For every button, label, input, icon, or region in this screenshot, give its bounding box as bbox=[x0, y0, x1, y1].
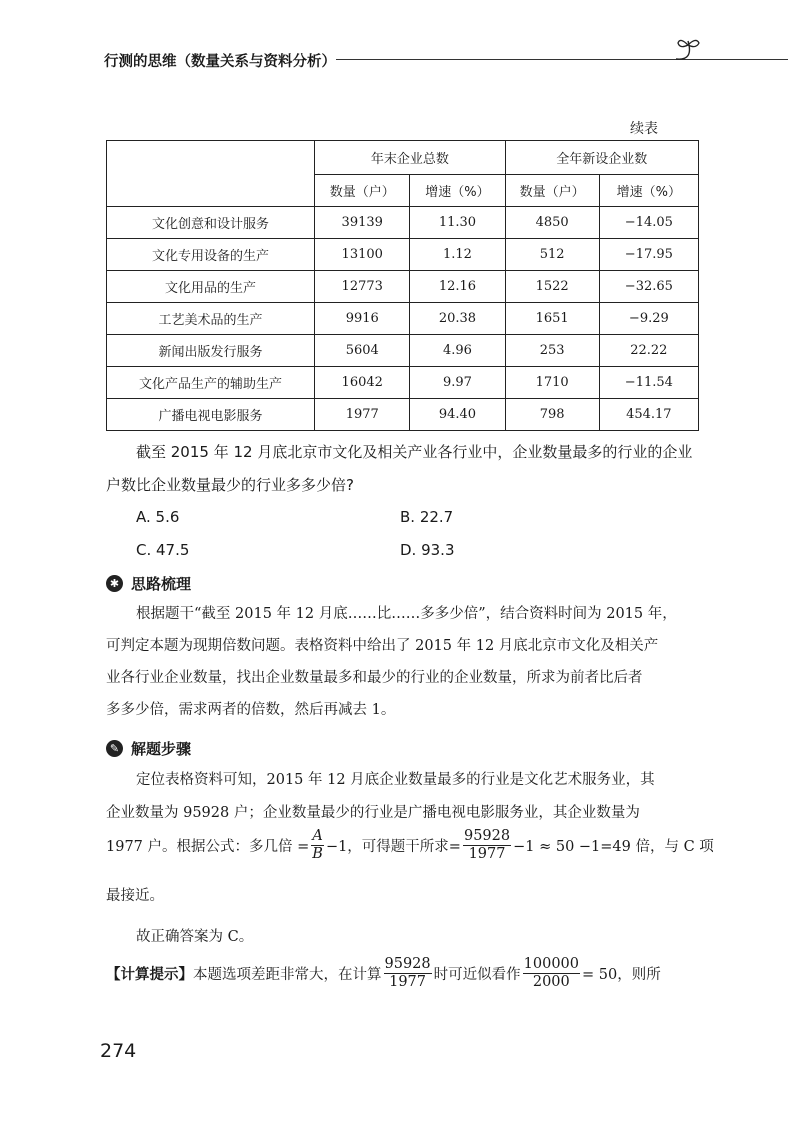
analysis-line: 业各行业企业数量，找出企业数量最多和最少的行业的企业数量，所求为前者比后者 bbox=[106, 670, 643, 686]
table-cell: 9.97 bbox=[410, 367, 505, 399]
table-cell: 253 bbox=[505, 335, 599, 367]
group-header-total: 年末企业总数 bbox=[315, 141, 505, 175]
table-cell: −11.54 bbox=[599, 367, 698, 399]
sprout-icon bbox=[672, 35, 702, 67]
fraction-numerator: 100000 bbox=[523, 956, 579, 972]
row-label: 新闻出版发行服务 bbox=[107, 335, 315, 367]
group-header-new: 全年新设企业数 bbox=[505, 141, 698, 175]
table-cell: 9916 bbox=[315, 303, 410, 335]
analysis-line: 可判定本题为现期倍数问题。表格资料中给出了 2015 年 12 月底北京市文化及相关产 bbox=[106, 638, 659, 654]
table-cell: −9.29 bbox=[599, 303, 698, 335]
formula-text: 1977 户。根据公式：多几倍 = bbox=[106, 838, 310, 855]
table-cell: 13100 bbox=[315, 239, 410, 271]
solution-paragraph bbox=[106, 768, 714, 945]
table-cell: −32.65 bbox=[599, 271, 698, 303]
table-row bbox=[107, 335, 699, 367]
table-row bbox=[107, 303, 699, 335]
row-label: 文化创意和设计服务 bbox=[107, 207, 315, 239]
analysis-line: 根据题干“截至 2015 年 12 月底……比……多多少倍”，结合资料时间为 2015 年， bbox=[136, 606, 677, 622]
solution-heading bbox=[106, 738, 191, 759]
table-cell: 22.22 bbox=[599, 335, 698, 367]
tip-text: = 50，则所 bbox=[582, 966, 661, 983]
tip-line bbox=[106, 956, 661, 990]
industry-data-table bbox=[106, 140, 699, 431]
calc-tip bbox=[106, 956, 702, 1006]
tip-fraction-1 bbox=[384, 956, 432, 990]
table-cell: 11.30 bbox=[410, 207, 505, 239]
table-cell: 1.12 bbox=[410, 239, 505, 271]
corner-cell bbox=[107, 141, 315, 207]
row-label: 文化用品的生产 bbox=[107, 271, 315, 303]
option-c: C. 47.5 bbox=[136, 541, 190, 559]
option-a: A. 5.6 bbox=[136, 508, 180, 526]
header-rule bbox=[336, 59, 788, 60]
column-header: 数量（户） bbox=[505, 175, 599, 207]
table-cell: −14.05 bbox=[599, 207, 698, 239]
table-row bbox=[107, 239, 699, 271]
table-row bbox=[107, 399, 699, 431]
table-cell: 1977 bbox=[315, 399, 410, 431]
analysis-line: 多多少倍，需求两者的倍数，然后再减去 1。 bbox=[106, 702, 396, 718]
table-cell: 4850 bbox=[505, 207, 599, 239]
column-header: 增速（%） bbox=[410, 175, 505, 207]
table-row bbox=[107, 271, 699, 303]
tip-text: 时可近似看作 bbox=[433, 966, 521, 983]
formula-text: −1，可得题干所求= bbox=[325, 838, 461, 855]
row-label: 广播电视电影服务 bbox=[107, 399, 315, 431]
column-header: 增速（%） bbox=[599, 175, 698, 207]
gear-icon: ✱ bbox=[106, 575, 123, 592]
fraction-denominator: 2000 bbox=[532, 973, 570, 990]
table-cell: 16042 bbox=[315, 367, 410, 399]
solution-title: 解题步骤 bbox=[131, 740, 192, 758]
tip-label: 【计算提示】 bbox=[106, 965, 193, 983]
solution-line: 定位表格资料可知，2015 年 12 月底企业数量最多的行业是文化艺术服务业，其 bbox=[136, 772, 655, 788]
fraction-denominator: B bbox=[312, 845, 323, 862]
option-d: D. 93.3 bbox=[400, 541, 455, 559]
analysis-heading bbox=[106, 573, 191, 594]
table-row bbox=[107, 207, 699, 239]
table-cell: −17.95 bbox=[599, 239, 698, 271]
fraction-95928-over-1977 bbox=[463, 828, 511, 862]
analysis-title: 思路梳理 bbox=[131, 575, 192, 593]
table-cell: 4.96 bbox=[410, 335, 505, 367]
row-label: 文化产品生产的辅助生产 bbox=[107, 367, 315, 399]
formula-text: −1 ≈ 50 −1=49 倍，与 C 项 bbox=[513, 838, 714, 855]
solution-line: 企业数量为 95928 户；企业数量最少的行业是广播电视电影服务业，其企业数量为 bbox=[106, 805, 640, 821]
table-cell: 512 bbox=[505, 239, 599, 271]
solution-formula-line bbox=[106, 828, 714, 862]
table-cell: 5604 bbox=[315, 335, 410, 367]
table-caption: 续表 bbox=[630, 121, 658, 137]
fraction-numerator: 95928 bbox=[463, 828, 511, 844]
table-cell: 454.17 bbox=[599, 399, 698, 431]
header-title: 行测的思维（数量关系与资料分析） bbox=[104, 54, 336, 70]
fraction-numerator: 95928 bbox=[384, 956, 431, 972]
fraction-denominator: 1977 bbox=[389, 973, 427, 990]
table-cell: 1651 bbox=[505, 303, 599, 335]
tip-text: 本题选项差距非常大，在计算 bbox=[193, 966, 382, 983]
answer-line: 故正确答案为 C。 bbox=[136, 929, 254, 945]
row-label: 工艺美术品的生产 bbox=[107, 303, 315, 335]
question-text: 截至 2015 年 12 月底北京市文化及相关产业各行业中，企业数量最多的行业的企业户数比企业数量最少的行业多多少倍? bbox=[106, 443, 693, 494]
pencil-icon: ✎ bbox=[106, 740, 123, 757]
column-header: 数量（户） bbox=[315, 175, 410, 207]
table-cell: 798 bbox=[505, 399, 599, 431]
table-row bbox=[107, 367, 699, 399]
table-cell: 12773 bbox=[315, 271, 410, 303]
table-cell: 12.16 bbox=[410, 271, 505, 303]
running-header bbox=[104, 48, 700, 72]
table-cell: 1522 bbox=[505, 271, 599, 303]
row-label: 文化专用设备的生产 bbox=[107, 239, 315, 271]
solution-line: 最接近。 bbox=[106, 888, 164, 904]
page-number: 274 bbox=[100, 1040, 137, 1062]
analysis-paragraph bbox=[106, 602, 702, 732]
fraction-a-over-b bbox=[311, 828, 324, 862]
table-cell: 39139 bbox=[315, 207, 410, 239]
fraction-denominator: 1977 bbox=[468, 845, 506, 862]
table-cell: 94.40 bbox=[410, 399, 505, 431]
table-cell: 20.38 bbox=[410, 303, 505, 335]
option-b: B. 22.7 bbox=[400, 508, 454, 526]
table-cell: 1710 bbox=[505, 367, 599, 399]
fraction-numerator: A bbox=[312, 828, 323, 844]
tip-fraction-2 bbox=[523, 956, 580, 990]
